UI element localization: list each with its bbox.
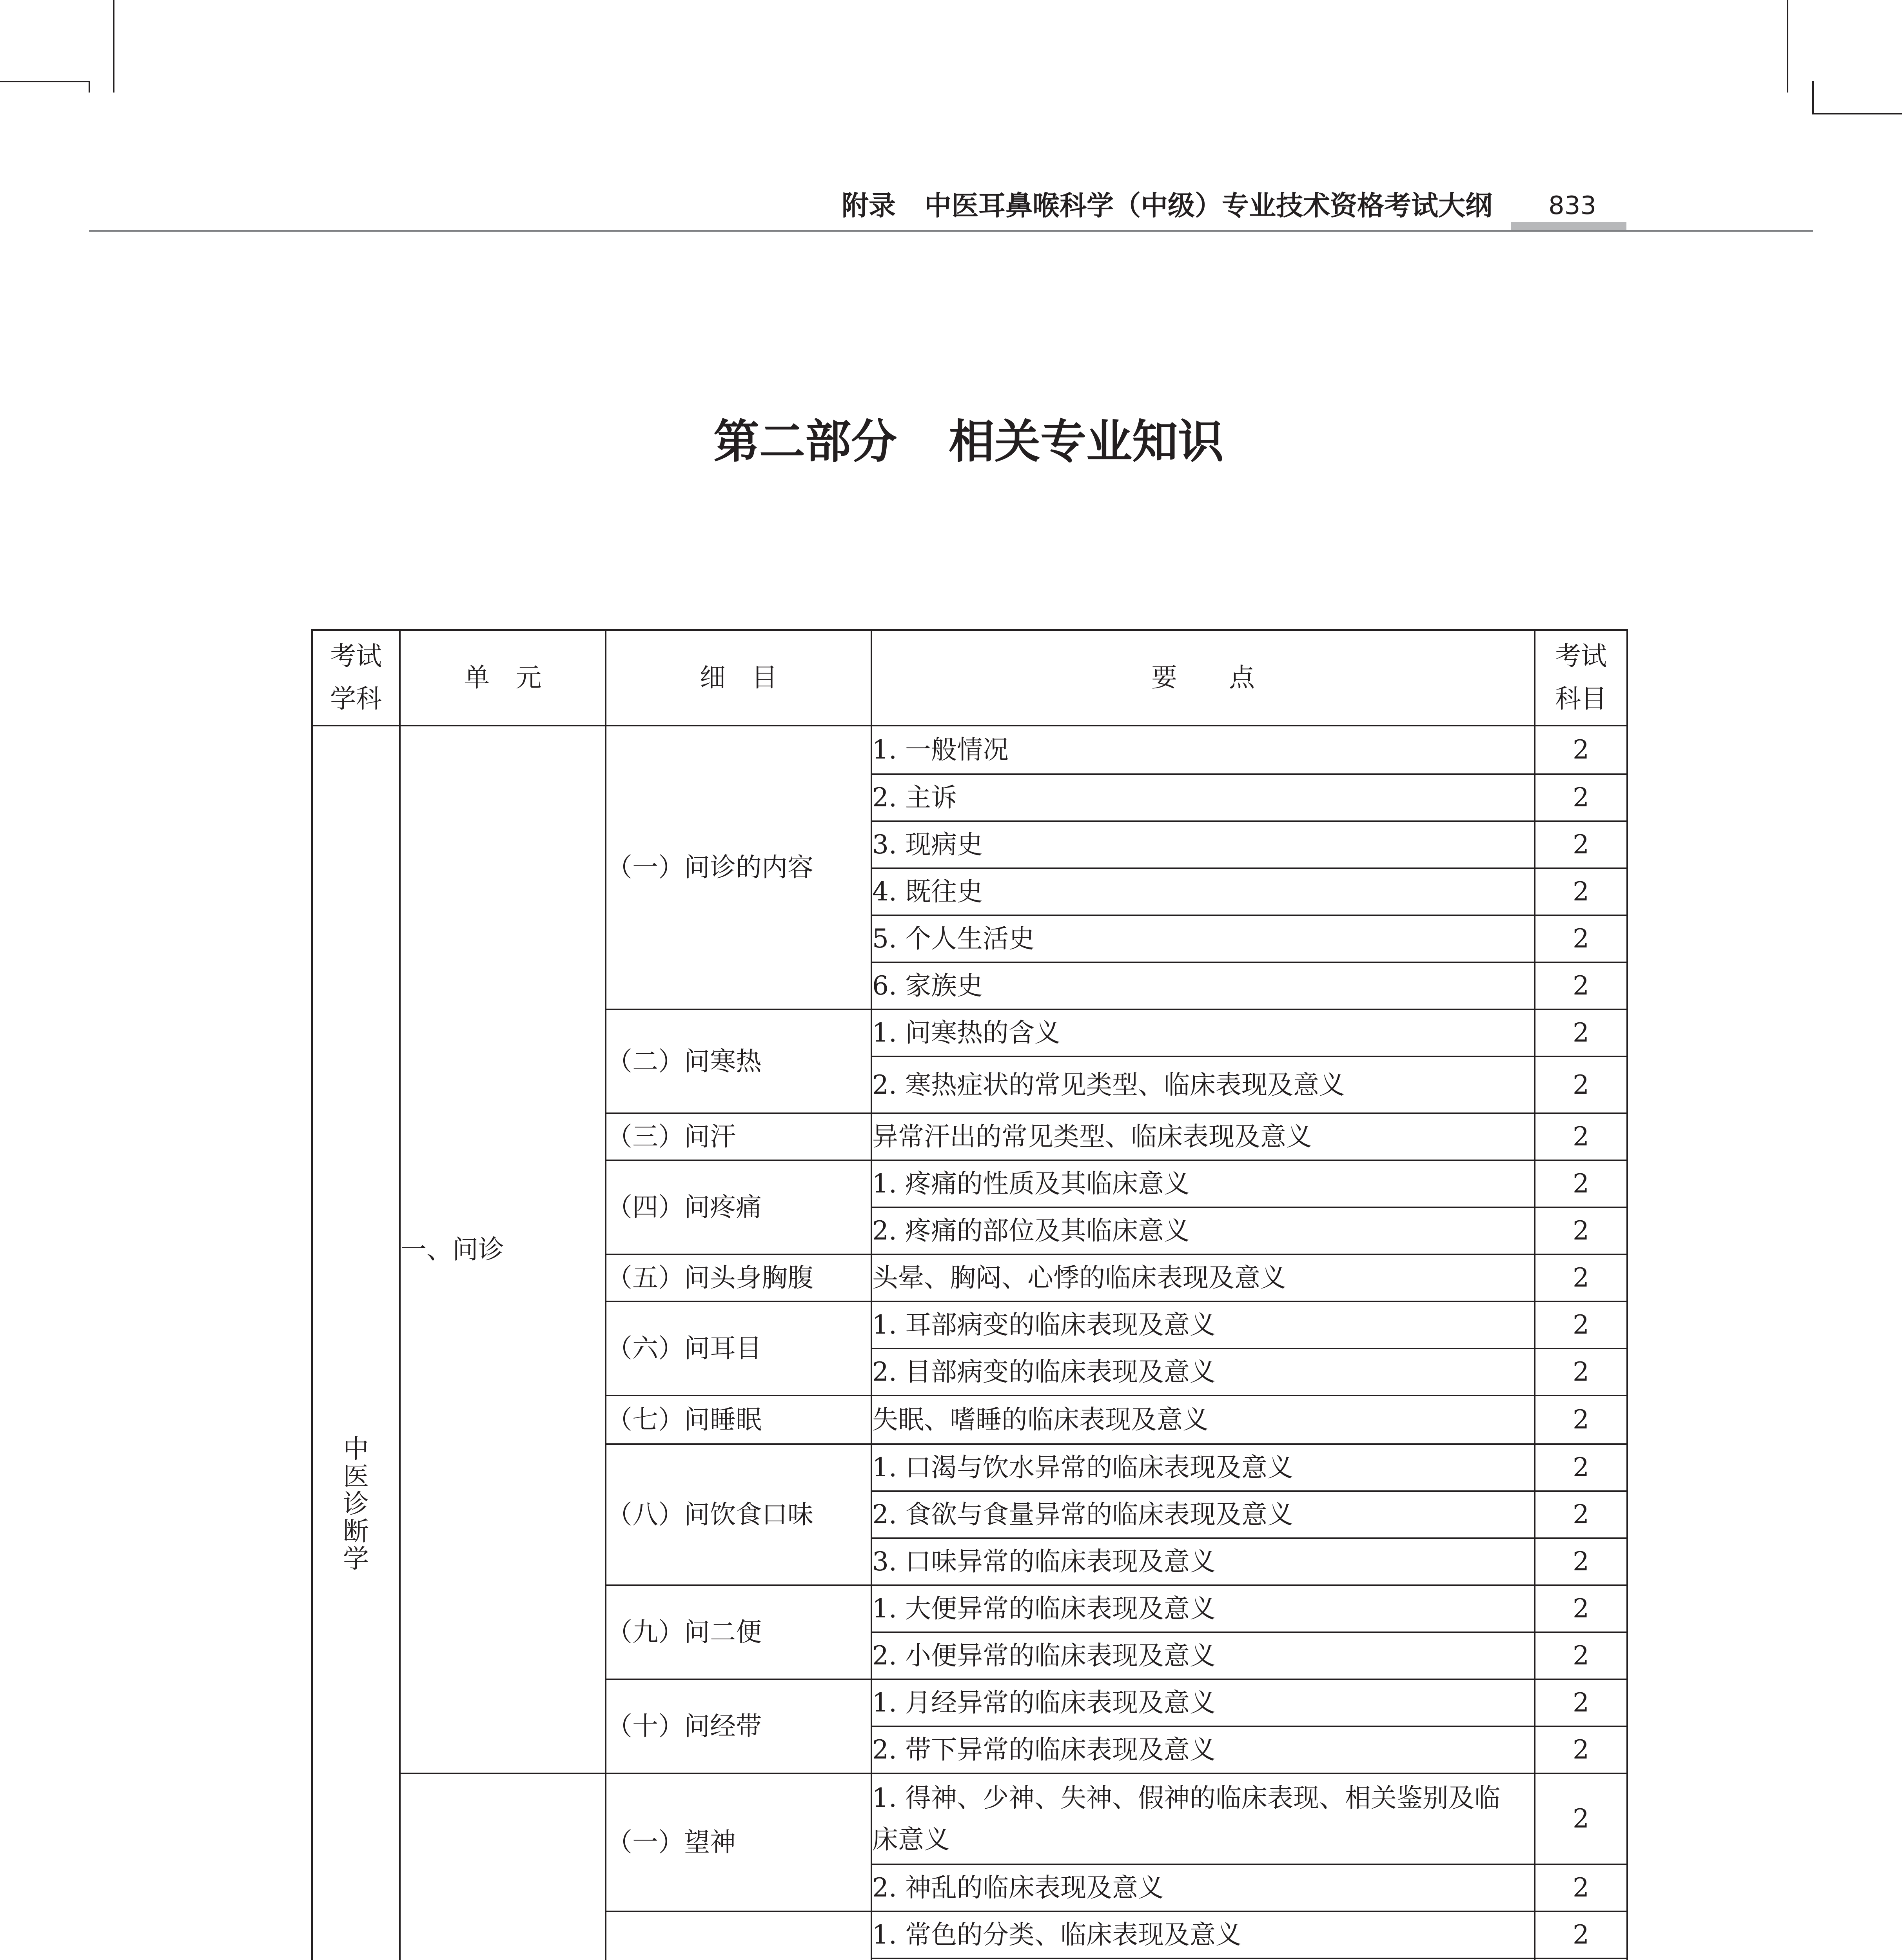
score-cell: 2 — [1535, 1301, 1627, 1348]
page-number: 833 — [1548, 191, 1597, 220]
item-cell: （六）问耳目 — [606, 1301, 871, 1396]
score-cell: 2 — [1535, 1396, 1627, 1444]
item-cell: （八）问饮食口味 — [606, 1444, 871, 1585]
point-cell — [871, 1958, 1535, 1960]
col-header-exam — [1535, 630, 1627, 726]
score-cell: 2 — [1535, 821, 1627, 868]
crop-mark — [89, 81, 90, 93]
point-cell: 6. 家族史 — [871, 962, 1535, 1009]
running-head-section: 附录 — [842, 190, 896, 221]
item-cell — [606, 1911, 871, 1960]
score-cell: 2 — [1535, 1538, 1627, 1585]
point-cell: 异常汗出的常见类型、临床表现及意义 — [871, 1113, 1535, 1160]
page-title-part: 第二部分 — [713, 415, 897, 468]
point-cell: 1. 问寒热的含义 — [871, 1009, 1535, 1056]
point-cell: 1. 一般情况 — [871, 726, 1535, 774]
score-cell: 2 — [1535, 1726, 1627, 1773]
point-cell: 1. 月经异常的临床表现及意义 — [871, 1679, 1535, 1726]
point-cell: 2. 主诉 — [871, 774, 1535, 821]
col-header-subject-label: 考试学科 — [330, 641, 382, 714]
point-cell: 2. 小便异常的临床表现及意义 — [871, 1632, 1535, 1679]
point-cell: 2. 食欲与食量异常的临床表现及意义 — [871, 1491, 1535, 1538]
col-header-unit: 单 元 — [400, 630, 606, 726]
item-cell: （二）问寒热 — [606, 1009, 871, 1113]
col-header-subject — [312, 630, 400, 726]
score-cell: 2 — [1535, 774, 1627, 821]
unit-cell — [400, 1773, 606, 1960]
item-cell: （三）问汗 — [606, 1113, 871, 1160]
item-cell: （七）问睡眠 — [606, 1396, 871, 1444]
col-header-item: 细 目 — [606, 630, 871, 726]
score-cell: 2 — [1535, 1207, 1627, 1254]
running-head-book-title: 中医耳鼻喉科学（中级）专业技术资格考试大纲 — [924, 190, 1492, 221]
score-cell: 2 — [1535, 1773, 1627, 1864]
header-rule — [89, 230, 1813, 232]
crop-mark — [0, 81, 89, 82]
score-cell: 2 — [1535, 1254, 1627, 1301]
score-cell: 2 — [1535, 1113, 1627, 1160]
header-rule-bar — [1511, 222, 1626, 230]
col-header-points: 要 点 — [871, 630, 1535, 726]
item-cell: （一）望神 — [606, 1773, 871, 1911]
score-cell: 2 — [1535, 1056, 1627, 1113]
item-cell: （四）问疼痛 — [606, 1160, 871, 1254]
point-cell — [871, 1773, 1535, 1864]
point-cell: 1. 口渴与饮水异常的临床表现及意义 — [871, 1444, 1535, 1491]
point-cell: 5. 个人生活史 — [871, 915, 1535, 962]
point-cell: 2. 寒热症状的常见类型、临床表现及意义 — [871, 1056, 1535, 1113]
crop-mark — [113, 0, 114, 93]
unit-cell: 一、问诊 — [400, 726, 606, 1773]
item-cell: （一）问诊的内容 — [606, 726, 871, 1009]
score-cell: 2 — [1535, 915, 1627, 962]
subject-cell — [312, 726, 400, 1960]
score-cell: 2 — [1535, 1679, 1627, 1726]
crop-mark — [1812, 113, 1902, 114]
point-cell: 3. 口味异常的临床表现及意义 — [871, 1538, 1535, 1585]
item-cell: （九）问二便 — [606, 1585, 871, 1679]
table-row — [312, 1773, 1627, 1864]
point-cell: 1. 常色的分类、临床表现及意义 — [871, 1911, 1535, 1958]
point-cell: 2. 目部病变的临床表现及意义 — [871, 1348, 1535, 1396]
score-cell: 2 — [1535, 1160, 1627, 1207]
score-cell: 2 — [1535, 726, 1627, 774]
point-cell: 失眠、嗜睡的临床表现及意义 — [871, 1396, 1535, 1444]
score-cell: 2 — [1535, 1444, 1627, 1491]
crop-mark — [1787, 0, 1788, 93]
point-cell: 2. 带下异常的临床表现及意义 — [871, 1726, 1535, 1773]
score-cell: 2 — [1535, 1491, 1627, 1538]
score-cell: 2 — [1535, 1585, 1627, 1632]
crop-mark — [1812, 81, 1814, 114]
page-title-name: 相关专业知识 — [949, 415, 1224, 468]
score-cell: 2 — [1535, 868, 1627, 915]
item-cell: （十）问经带 — [606, 1679, 871, 1773]
subject-name: 中医诊断学 — [343, 1434, 369, 1574]
score-cell: 2 — [1535, 1911, 1627, 1958]
item-cell: （五）问头身胸腹 — [606, 1254, 871, 1301]
table-header-row — [312, 630, 1627, 726]
score-cell: 2 — [1535, 1864, 1627, 1911]
point-cell: 1. 耳部病变的临床表现及意义 — [871, 1301, 1535, 1348]
score-cell: 2 — [1535, 1348, 1627, 1396]
point-cell: 4. 既往史 — [871, 868, 1535, 915]
point-text: 1. 得神、少神、失神、假神的临床表现、相关鉴别及临床意义 — [872, 1783, 1500, 1855]
score-cell: 2 — [1535, 1009, 1627, 1056]
point-cell: 头晕、胸闷、心悸的临床表现及意义 — [871, 1254, 1535, 1301]
point-cell: 2. 神乱的临床表现及意义 — [871, 1864, 1535, 1911]
table-row — [312, 726, 1627, 774]
col-header-exam-label: 考试科目 — [1555, 641, 1607, 714]
score-cell: 2 — [1535, 962, 1627, 1009]
point-cell: 1. 疼痛的性质及其临床意义 — [871, 1160, 1535, 1207]
point-cell: 2. 疼痛的部位及其临床意义 — [871, 1207, 1535, 1254]
score-cell — [1535, 1958, 1627, 1960]
syllabus-table — [311, 629, 1628, 1960]
score-cell: 2 — [1535, 1632, 1627, 1679]
point-cell: 1. 大便异常的临床表现及意义 — [871, 1585, 1535, 1632]
point-cell: 3. 现病史 — [871, 821, 1535, 868]
